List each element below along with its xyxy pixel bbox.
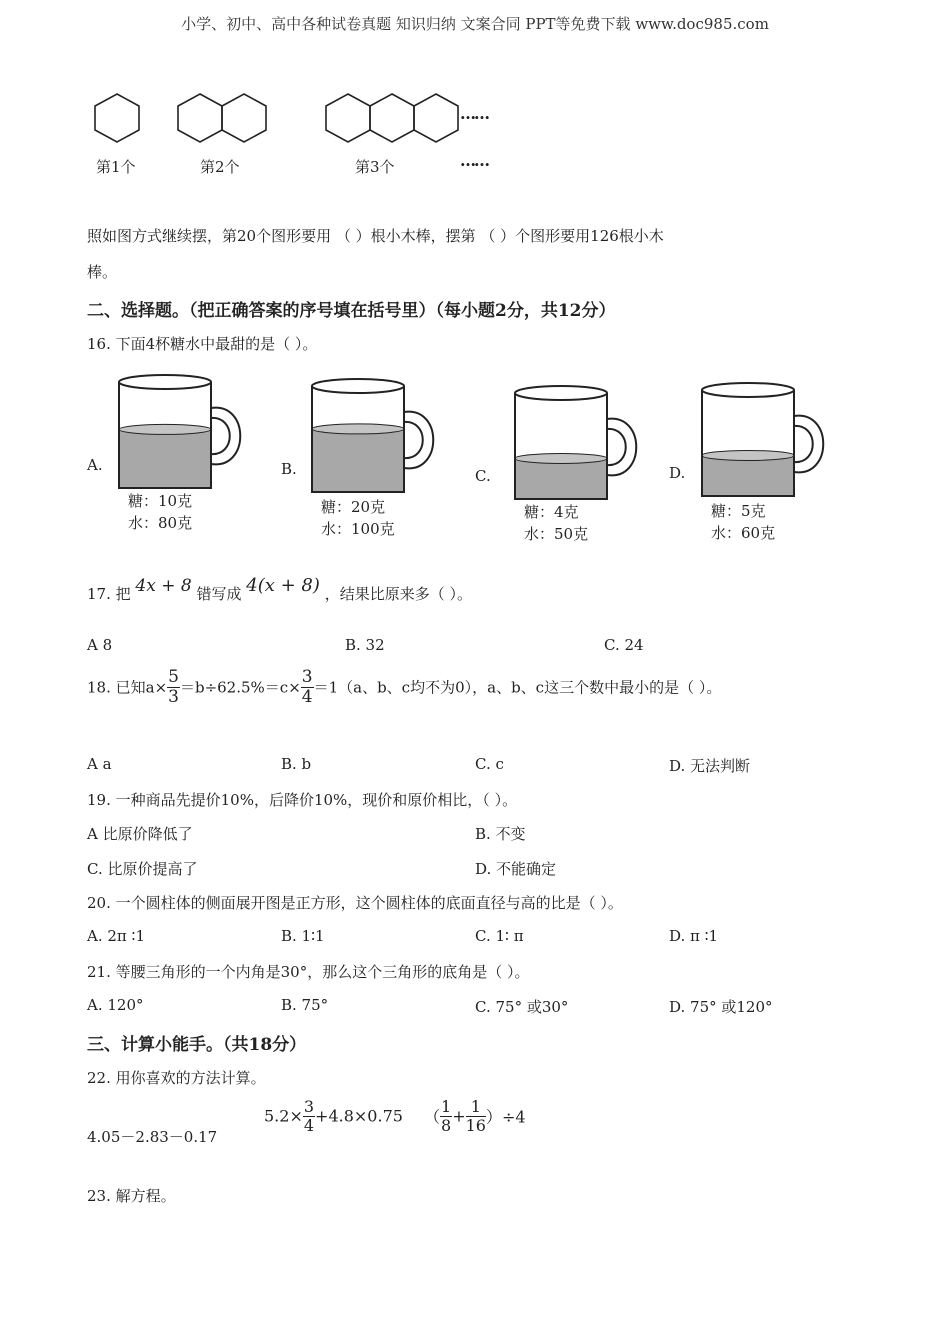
hexagon-2b xyxy=(222,94,266,142)
q19-option-a: A 比原价降低了 xyxy=(87,825,193,843)
hexagon-3c xyxy=(414,94,458,142)
cup-4-handle-outer xyxy=(794,416,823,473)
cup-3-water: 水：50克 xyxy=(524,525,589,543)
q20-stem: 20. 一个圆柱体的侧面展开图是正方形，这个圆柱体的底面直径与高的比是（ ）。 xyxy=(87,894,623,912)
cup-2-sugar: 糖：20克 xyxy=(321,498,386,516)
q18-fraction-5-3: $\frac{5}{3}$ xyxy=(168,667,179,707)
cup-3-handle-outer xyxy=(607,419,636,476)
cup-4-handle-inner xyxy=(794,426,813,462)
pattern-question-cont: 棒。 xyxy=(87,263,118,281)
cup-2-liquid xyxy=(312,429,404,492)
q18-post: ＝1（a、b、c均不为0），a、b、c这三个数中最小的是（ ）。 xyxy=(313,678,722,697)
cup-4-sugar: 糖：5克 xyxy=(711,502,766,520)
q20-option-c: C. 1∶ π xyxy=(475,927,524,945)
q18-option-b: B. b xyxy=(281,755,312,773)
cup-2-liquid-surface xyxy=(312,424,404,434)
q22-expr-2: 5.2× $\frac{3}{4}$ +4.8×0.75 xyxy=(264,1097,403,1135)
cup-1-letter: A. xyxy=(87,456,103,474)
cup-1-sugar: 糖：10克 xyxy=(128,492,193,510)
cup-3-liquid xyxy=(515,458,607,499)
cup-4-liquid-surface xyxy=(702,450,794,460)
q17-option-c: C. 24 xyxy=(604,636,644,654)
q18-mid: ＝b÷62.5%＝c× xyxy=(179,678,301,697)
q22-expr-3: （ $\frac{1}{8}$ + $\frac{1}{16}$ ）÷4 xyxy=(424,1097,526,1135)
cup-4-liquid xyxy=(702,455,794,496)
hexagon-3b xyxy=(370,94,414,142)
pattern-label-3: 第3个 xyxy=(355,158,395,176)
cup-2-rim xyxy=(312,379,404,393)
section-3-title: 三、计算小能手。（共18分） xyxy=(87,1035,307,1055)
q21-option-b: B. 75° xyxy=(281,996,329,1014)
cup-1-handle-inner xyxy=(211,418,230,454)
q23-stem: 23. 解方程。 xyxy=(87,1187,176,1205)
q19-option-b: B. 不变 xyxy=(475,825,526,843)
q19-option-d: D. 不能确定 xyxy=(475,860,557,878)
cup-1 xyxy=(118,372,248,492)
section-2-title: 二、选择题。（把正确答案的序号填在括号里）（每小题2分，共12分） xyxy=(87,301,616,321)
page-header: 小学、初中、高中各种试卷真题 知识归纳 文案合同 PPT等免费下载 www.doc985.com xyxy=(181,15,769,33)
cup-3 xyxy=(514,383,644,503)
pattern-question: 照如图方式继续摆，第20个图形要用 （ ）根小木棒，摆第 （ ）个图形要用126根小木 xyxy=(87,227,664,245)
pattern-label-2: 第2个 xyxy=(200,158,240,176)
q22-fraction-1-8: $\frac{1}{8}$ xyxy=(441,1097,452,1135)
pattern-dots-bottom: …… xyxy=(460,151,488,170)
q19-option-c: C. 比原价提高了 xyxy=(87,860,198,878)
cup-4-rim xyxy=(702,383,794,397)
q20-option-d: D. π ∶1 xyxy=(669,927,719,945)
q22-stem: 22. 用你喜欢的方法计算。 xyxy=(87,1069,266,1087)
q19-stem: 19. 一种商品先提价10%，后降价10%，现价和原价相比，（ ）。 xyxy=(87,791,518,809)
q22-fraction-3-4: $\frac{3}{4}$ xyxy=(303,1097,315,1135)
q21-option-a: A. 120° xyxy=(87,996,144,1014)
q17-expr1: 4x + 8 xyxy=(135,576,192,596)
q20-option-b: B. 1∶1 xyxy=(281,927,325,945)
pattern-dots-top: …… xyxy=(460,104,488,123)
cup-1-rim xyxy=(119,375,211,389)
cup-2-water: 水：100克 xyxy=(321,520,395,538)
q21-stem: 21. 等腰三角形的一个内角是30°，那么这个三角形的底角是（ ）。 xyxy=(87,963,530,981)
cup-2-handle-outer xyxy=(404,412,433,469)
cup-1-liquid xyxy=(119,429,211,488)
q17-mid: 错写成 xyxy=(196,585,242,603)
cup-1-liquid-surface xyxy=(119,424,211,434)
cup-3-liquid-surface xyxy=(515,453,607,463)
hexagon-1 xyxy=(95,94,139,142)
cup-1-water: 水：80克 xyxy=(128,514,193,532)
q18-option-a: A a xyxy=(87,755,112,773)
q21-option-d: D. 75° 或120° xyxy=(669,998,773,1016)
cup-2 xyxy=(311,376,441,496)
q21-option-c: C. 75° 或30° xyxy=(475,998,569,1016)
q18-option-c: C. c xyxy=(475,755,504,773)
cup-3-letter: C. xyxy=(475,467,491,485)
q22-fraction-1-16: $\frac{1}{16}$ xyxy=(465,1097,486,1135)
hexagon-3a xyxy=(326,94,370,142)
q18-option-d: D. 无法判断 xyxy=(669,757,751,775)
q17-post: ，结果比原来多（ ）。 xyxy=(324,585,472,603)
q18-pre: 18. 已知a× xyxy=(87,678,168,697)
q18-stem xyxy=(87,668,721,706)
cup-4-letter: D. xyxy=(669,464,686,482)
cup-4-water: 水：60克 xyxy=(711,524,776,542)
q18-fraction-3-4: $\frac{3}{4}$ xyxy=(301,667,313,707)
cup-2-letter: B. xyxy=(281,460,297,478)
q17-expr2: 4(x + 8) xyxy=(246,575,320,596)
cup-4 xyxy=(701,380,831,500)
cup-2-handle-inner xyxy=(404,422,423,458)
pattern-label-1: 第1个 xyxy=(96,158,136,176)
hexagon-2a xyxy=(178,94,222,142)
q16-stem: 16. 下面4杯糖水中最甜的是（ ）。 xyxy=(87,335,318,353)
hexagon-pattern-figure xyxy=(80,88,600,168)
q17-option-a: A 8 xyxy=(87,636,113,654)
q17-stem xyxy=(87,575,472,604)
q22-expr-1: 4.05－2.83－0.17 xyxy=(87,1128,218,1146)
q17-option-b: B. 32 xyxy=(345,636,385,654)
cup-1-handle-outer xyxy=(211,408,240,465)
cup-3-rim xyxy=(515,386,607,400)
cup-3-handle-inner xyxy=(607,429,626,465)
q20-option-a: A. 2π ∶1 xyxy=(87,927,145,945)
cup-3-sugar: 糖：4克 xyxy=(524,503,579,521)
q17-pre: 17. 把 xyxy=(87,585,131,603)
